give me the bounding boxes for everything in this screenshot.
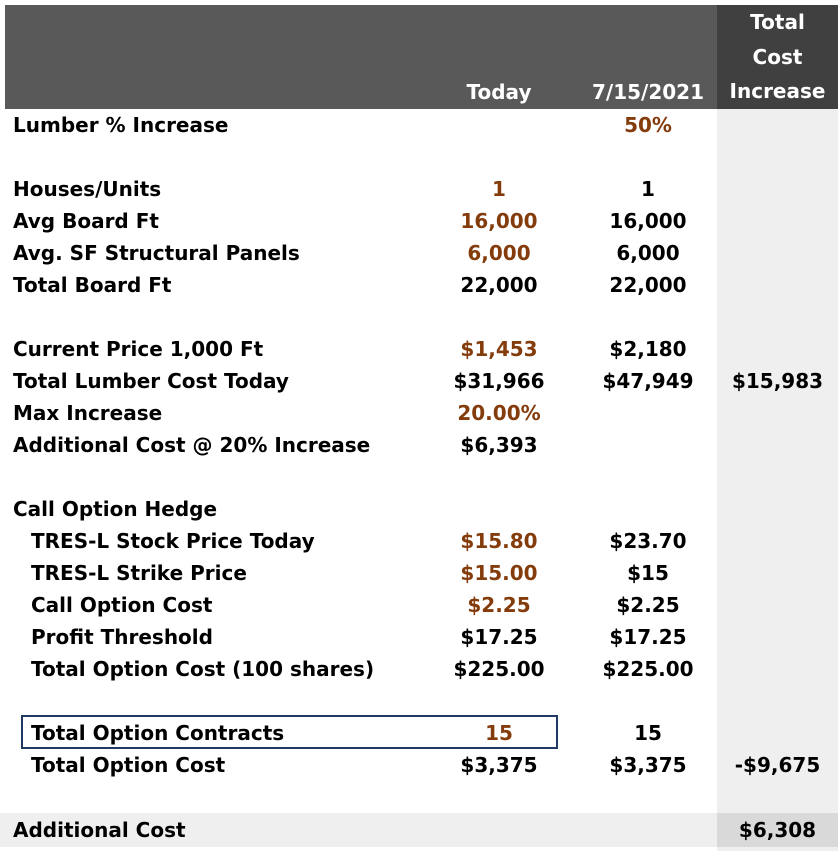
header-total-line3: Increase [729, 79, 826, 104]
future-value: 50% [624, 113, 672, 137]
today-value: $3,375 [460, 753, 538, 777]
row-label: Total Option Cost [31, 753, 226, 777]
row-total-option-contracts[interactable] [0, 717, 838, 749]
row-label: Max Increase [13, 401, 163, 425]
row-total-option-cost-100 [0, 653, 838, 685]
total-value: $6,308 [738, 818, 817, 842]
today-value: $2.25 [467, 593, 531, 617]
today-value: 16,000 [460, 209, 538, 233]
row-label: Current Price 1,000 Ft [13, 337, 264, 361]
header-total-line2: Cost [752, 44, 803, 69]
today-value: 20.00% [457, 401, 541, 425]
row-total-board [0, 269, 838, 301]
row-max-increase [0, 397, 838, 429]
row-total-lumber-cost [0, 365, 838, 397]
today-value[interactable]: 15 [485, 721, 513, 745]
row-tres-stock-price [0, 525, 838, 557]
row-label: Profit Threshold [31, 625, 213, 649]
row-label: Additional Cost @ 20% Increase [13, 433, 371, 457]
today-value: $31,966 [453, 369, 545, 393]
row-label: TRES-L Strike Price [31, 561, 247, 585]
row-label: TRES-L Stock Price Today [31, 529, 315, 553]
today-value: 1 [492, 177, 506, 201]
row-profit-threshold [0, 621, 838, 653]
row-label: Avg Board Ft [13, 209, 159, 233]
row-label: Total Option Cost (100 shares) [31, 657, 375, 681]
future-value: 16,000 [609, 209, 687, 233]
row-houses [0, 173, 838, 205]
row-label: Total Lumber Cost Today [13, 369, 289, 393]
today-value: $1,453 [460, 337, 538, 361]
row-label: Total Option Contracts [31, 721, 285, 745]
header-today: Today [466, 80, 532, 104]
today-value: $15.80 [460, 529, 538, 553]
future-value: $3,375 [609, 753, 687, 777]
future-value: $2,180 [609, 337, 687, 361]
future-value: 15 [634, 721, 662, 745]
section-label: Call Option Hedge [13, 497, 218, 521]
row-current-price [0, 333, 838, 365]
today-value: 22,000 [460, 273, 538, 297]
future-value: $23.70 [609, 529, 687, 553]
future-value: $2.25 [616, 593, 680, 617]
header-total-line1: Total [750, 10, 805, 34]
total-value: -$9,675 [734, 753, 821, 777]
future-value: 6,000 [616, 241, 680, 265]
row-label: Call Option Cost [31, 593, 213, 617]
row-additional-cost-20 [0, 429, 838, 461]
row-label: Lumber % Increase [13, 113, 229, 137]
header-future-date: 7/15/2021 [591, 80, 705, 104]
future-value: 1 [641, 177, 655, 201]
header-total-cost-increase [717, 5, 838, 109]
row-tres-strike-price [0, 557, 838, 589]
row-lumber-increase [0, 109, 838, 141]
today-value: 6,000 [467, 241, 531, 265]
row-label: Avg. SF Structural Panels [13, 241, 300, 265]
row-call-option-cost [0, 589, 838, 621]
row-call-option-hedge [0, 493, 838, 525]
table-header [5, 5, 717, 109]
row-avg-board [0, 205, 838, 237]
row-total-option-cost [0, 749, 838, 781]
row-additional-cost [0, 814, 838, 846]
today-value: $15.00 [460, 561, 538, 585]
row-label: Houses/Units [13, 177, 162, 201]
row-label: Total Board Ft [13, 273, 172, 297]
total-value: $15,983 [731, 369, 824, 393]
future-value: 22,000 [609, 273, 687, 297]
future-value: $15 [627, 561, 669, 585]
row-label: Additional Cost [13, 818, 186, 842]
future-value: $47,949 [602, 369, 694, 393]
today-value: $225.00 [453, 657, 545, 681]
future-value: $17.25 [609, 625, 687, 649]
today-value: $6,393 [460, 433, 538, 457]
row-avg-sf-panels [0, 237, 838, 269]
today-value: $17.25 [460, 625, 538, 649]
future-value: $225.00 [602, 657, 694, 681]
